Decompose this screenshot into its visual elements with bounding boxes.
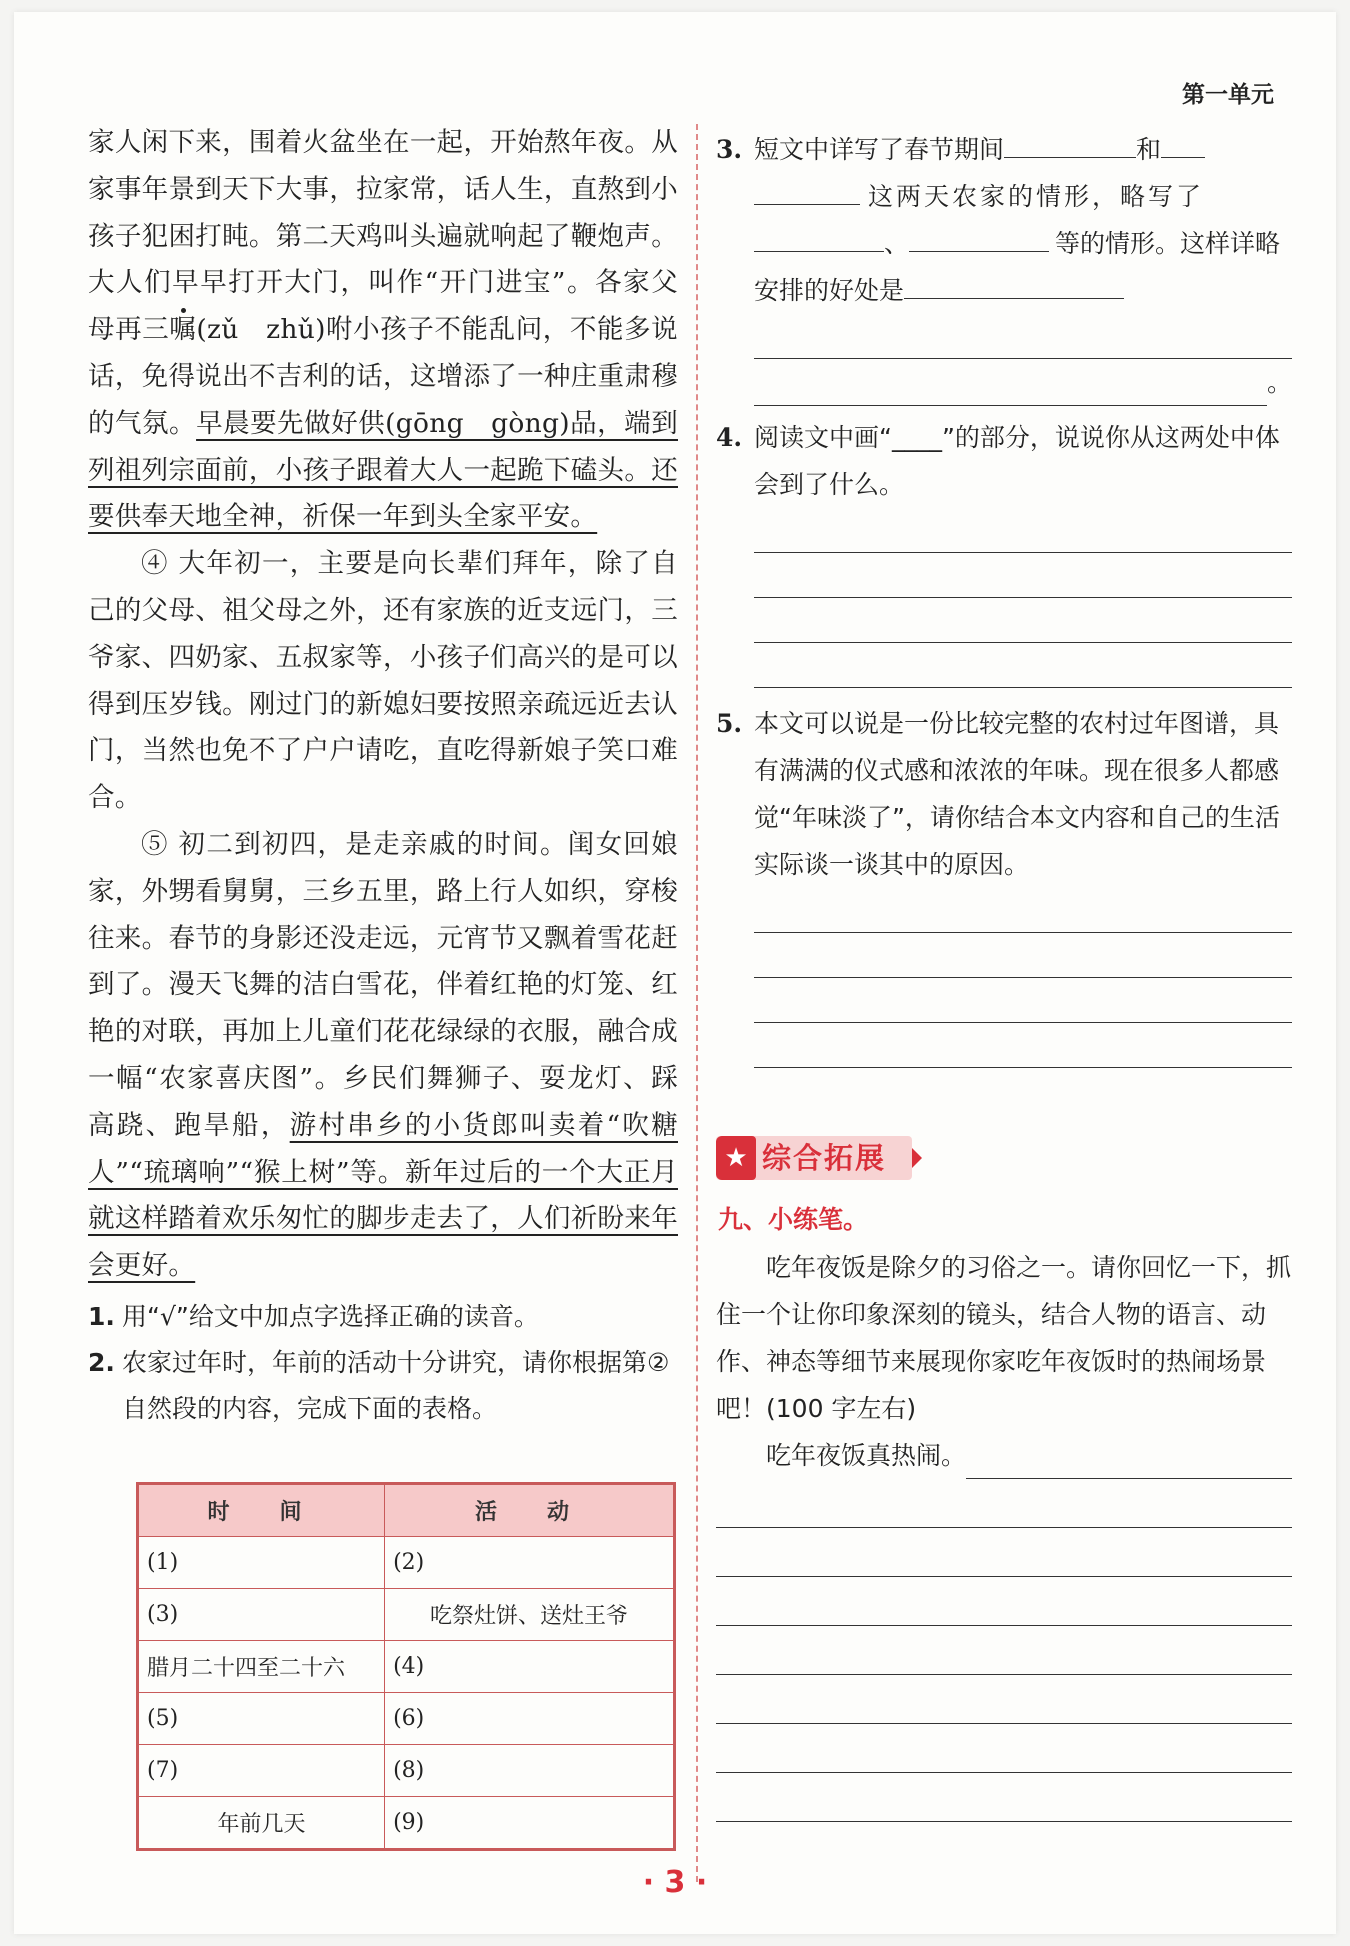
section-title: 九、小练笔。 <box>718 1205 869 1234</box>
passage-paragraph-5: ⑤ 初二到初四，是走亲戚的时间。闺女回娘家，外甥看舅舅，三乡五里，路上行人如织，穿梭往来。春节的身影还没走远，元宵节又飘着雪花赶到了。漫天飞舞的洁白雪花，伴着红艳的灯笼、红艳的对联，再加上儿童们花花绿绿的衣服，融合成一幅“农家喜庆图”。乡民们舞狮子、耍龙灯、踩高跷、跑旱船，游村串乡的小货郎叫卖着“吹糖人”“琉璃响”“猴上树”等。新年过后的一个大正月就这样踏着欢乐匆忙的脚步走去了，人们祈盼来年会更好。 <box>88 828 678 1282</box>
table-cell[interactable]: (8) <box>385 1745 674 1797</box>
passage-paragraph-4: ④ 大年初一，主要是向长辈们拜年，除了自己的父母、祖父母之外，还有家族的近支远门，三爷家、四奶家、五叔家等，小孩子们高兴的是可以得到压岁钱。刚过门的新媳妇要按照亲疏远近去认门，当然也免不了户户请吃，直吃得新娘子笑口难合。 <box>88 548 678 814</box>
dotted-char: 嘱 <box>169 314 197 346</box>
passage-paragraph-3: 家人闲下来，围着火盆坐在一起，开始熬年夜。从家事年景到天下大事，拉家常，话人生，直熬到小孩子犯困打盹。第二天鸡叫头遍就响起了鞭炮声。大人们早早打开大门，叫作“开门进宝”。各家父母再三嘱(zǔ zhǔ)咐小孩子不能乱问，不能多说话，免得说出不吉利的话，这增添了一种庄重肃穆的气氛。早晨要先做好供(gōng gòng)品，端到列祖列宗面前，小孩子跟着大人一起跪下磕头。还要供奉天地全神，祈保一年到头全家平安。 <box>88 127 678 533</box>
table-row <box>139 1641 674 1693</box>
column-divider <box>696 124 698 1882</box>
answer-line[interactable] <box>716 1479 1292 1528</box>
answer-line[interactable] <box>754 978 1292 1023</box>
table-cell[interactable]: (3) <box>139 1589 385 1641</box>
table-header-time: 时 间 <box>139 1485 385 1537</box>
question-4: 4. 阅读文中画“____”的部分，说说你从这两处中体会到了什么。 <box>716 414 1292 688</box>
underlined-passage-2: 游村串乡的小货郎叫卖着“吹糖人”“琉璃响”“猴上树”等。新年过后的一个大正月就这样踏着欢乐匆忙的脚步走去了，人们祈盼来年会更好。 <box>88 1109 678 1282</box>
table-row <box>139 1693 674 1745</box>
answer-line[interactable] <box>754 361 1267 406</box>
answer-line[interactable] <box>716 1724 1292 1773</box>
writing-prompt: 吃年夜饭是除夕的习俗之一。请你回忆一下，抓住一个让你印象深刻的镜头，结合人物的语言、动作、神态等细节来展现你家吃年夜饭时的热闹场景吧！(100 字左右) <box>716 1253 1292 1423</box>
table-cell: 吃祭灶饼、送灶王爷 <box>385 1589 674 1641</box>
answer-line[interactable] <box>754 553 1292 598</box>
table-row <box>139 1537 674 1589</box>
answer-line[interactable] <box>716 1626 1292 1675</box>
table-cell[interactable]: (2) <box>385 1537 674 1589</box>
right-questions <box>716 126 1292 1068</box>
table-row <box>139 1797 674 1849</box>
answer-line[interactable] <box>966 1434 1292 1479</box>
answer-blank[interactable] <box>1004 127 1136 158</box>
table-cell[interactable]: (4) <box>385 1641 674 1693</box>
underlined-passage-1: 早晨要先做好供(gōng gòng)品，端到列祖列宗面前，小孩子跟着大人一起跪下磕头。还要供奉天地全神，祈保一年到头全家平安。 <box>88 407 678 533</box>
answer-line[interactable] <box>754 598 1292 643</box>
answer-line[interactable] <box>754 643 1292 688</box>
answer-blank[interactable] <box>1161 127 1205 158</box>
answer-line[interactable] <box>754 314 1292 359</box>
activity-table <box>138 1484 674 1849</box>
arrow-icon <box>912 1148 922 1168</box>
star-icon: ★ <box>716 1136 756 1180</box>
question-5: 5. 本文可以说是一份比较完整的农村过年图谱，具有满满的仪式感和浓浓的年味。现在很多人都感觉“年味淡了”，请你结合本文内容和自己的生活实际谈一谈其中的原因。 <box>716 700 1292 1068</box>
answer-line[interactable] <box>754 508 1292 553</box>
answer-blank[interactable] <box>754 174 860 205</box>
question-1: 1. 用“√”给文中加点字选择正确的读音。 <box>88 1301 539 1331</box>
table-cell[interactable]: (7) <box>139 1745 385 1797</box>
writing-task <box>716 1244 1292 1822</box>
answer-line[interactable] <box>716 1773 1292 1822</box>
answer-line[interactable] <box>716 1577 1292 1626</box>
answer-blank[interactable] <box>754 221 884 252</box>
left-questions <box>88 1294 678 1432</box>
answer-blank[interactable] <box>904 268 1124 299</box>
table-cell[interactable]: (6) <box>385 1693 674 1745</box>
table-cell[interactable]: (9) <box>385 1797 674 1849</box>
answer-line[interactable] <box>754 933 1292 978</box>
table-header-row <box>139 1485 674 1537</box>
section-badge: ★ 综合拓展 <box>716 1136 922 1180</box>
worksheet-page <box>14 12 1336 1934</box>
answer-line[interactable] <box>754 888 1292 933</box>
answer-line[interactable] <box>754 1023 1292 1068</box>
answer-line[interactable] <box>716 1528 1292 1577</box>
table-row <box>139 1745 674 1797</box>
writing-start: 吃年夜饭真热闹。 <box>766 1441 967 1470</box>
unit-label: 第一单元 <box>1182 82 1274 108</box>
table-cell[interactable]: (5) <box>139 1693 385 1745</box>
page-number: · 3 · <box>642 1865 708 1900</box>
table-cell[interactable]: (1) <box>139 1537 385 1589</box>
table-row <box>139 1589 674 1641</box>
question-3: 3. 短文中详写了春节期间 和 这两天农家的情形，略写了 、 等的情形。这样详略安排的好处是 。 <box>716 126 1292 406</box>
answer-line[interactable] <box>716 1675 1292 1724</box>
question-2: 2. 农家过年时，年前的活动十分讲究，请你根据第②自然段的内容，完成下面的表格。 <box>88 1347 670 1423</box>
reading-passage <box>88 120 678 1432</box>
table-cell: 腊月二十四至二十六 <box>139 1641 385 1693</box>
table-cell: 年前几天 <box>139 1797 385 1849</box>
answer-blank[interactable] <box>909 221 1049 252</box>
table-header-activity: 活 动 <box>385 1485 674 1537</box>
